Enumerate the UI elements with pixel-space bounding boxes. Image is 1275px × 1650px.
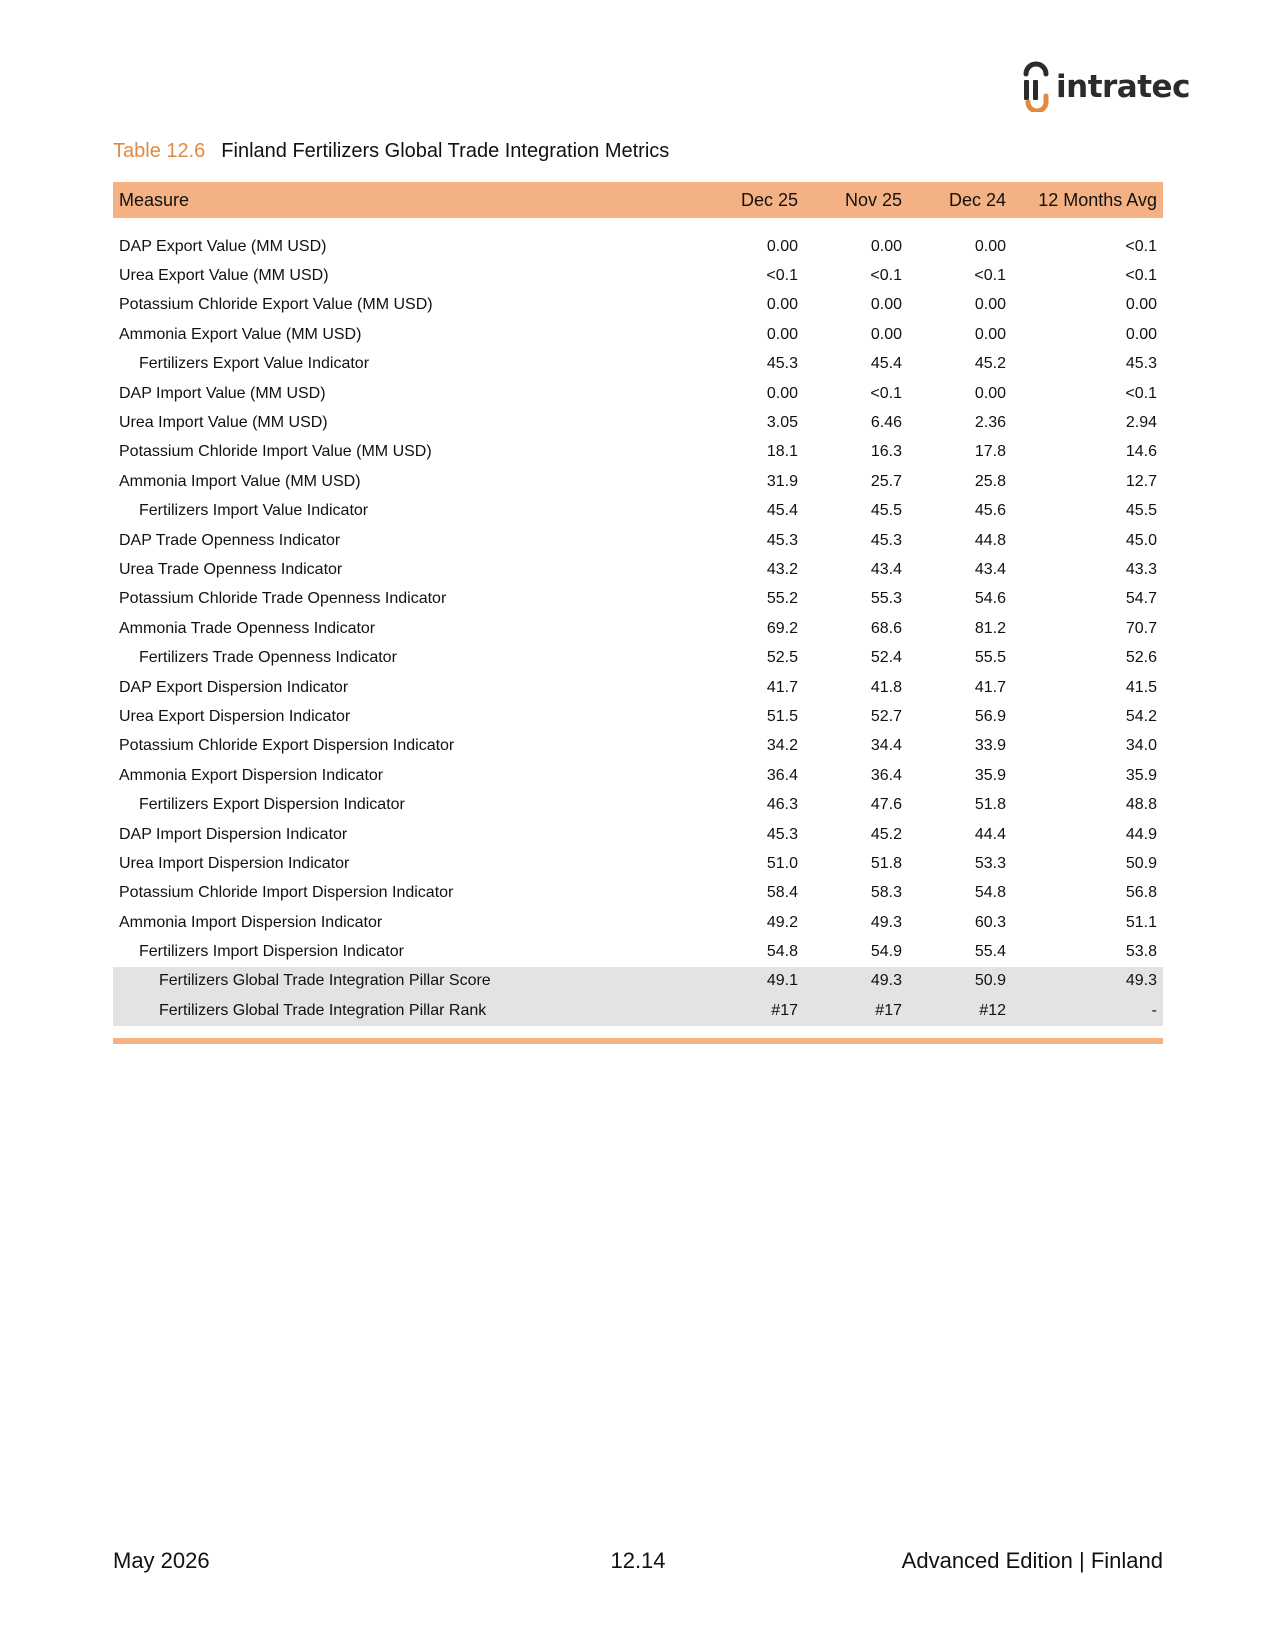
cell-measure: Fertilizers Global Trade Integration Pillar Score [159,972,491,990]
cell-12m-avg: <0.1 [1125,384,1157,402]
cell-dec24: 45.6 [974,502,1006,520]
cell-measure: Ammonia Export Value (MM USD) [119,325,362,343]
cell-measure: Urea Trade Openness Indicator [119,560,343,578]
cell-dec24: 55.4 [974,943,1006,961]
cell-12m-avg: 43.3 [1125,560,1157,578]
cell-dec24: 33.9 [974,737,1006,755]
cell-12m-avg: 45.3 [1125,355,1157,373]
cell-dec25: 55.2 [766,590,798,608]
cell-nov25: 43.4 [870,560,902,578]
cell-measure: Fertilizers Import Value Indicator [139,502,369,520]
cell-nov25: 0.00 [870,296,902,314]
cell-measure: Potassium Chloride Export Value (MM USD) [119,296,433,314]
cell-dec24: 53.3 [974,854,1006,872]
cell-measure: DAP Export Dispersion Indicator [119,678,349,696]
cell-dec25: 0.00 [766,384,798,402]
cell-dec24: 43.4 [974,560,1006,578]
cell-measure: Potassium Chloride Import Value (MM USD) [119,443,432,461]
cell-12m-avg: 45.5 [1125,502,1157,520]
cell-dec24: 81.2 [974,619,1006,637]
cell-12m-avg: 41.5 [1125,678,1157,696]
cell-dec25: 41.7 [766,678,798,696]
table-row [113,937,1163,966]
cell-12m-avg: 50.9 [1125,854,1157,872]
cell-nov25: 45.2 [870,825,902,843]
cell-measure: Ammonia Import Dispersion Indicator [119,913,383,931]
cell-dec25: 69.2 [766,619,798,637]
cell-dec24: 25.8 [974,472,1006,490]
table-row [113,467,1163,496]
cell-measure: Fertilizers Export Dispersion Indicator [139,796,405,814]
cell-dec24: 0.00 [974,296,1006,314]
cell-measure: Urea Import Value (MM USD) [119,414,328,432]
cell-nov25: 55.3 [870,590,902,608]
cell-nov25: 45.4 [870,355,902,373]
metrics-table [113,182,1163,1044]
cell-dec24: 50.9 [974,972,1006,990]
cell-measure: Potassium Chloride Trade Openness Indicator [119,590,447,608]
cell-dec25: 45.3 [766,825,798,843]
cell-nov25: 47.6 [870,796,902,814]
cell-dec24: #12 [979,1001,1006,1019]
cell-nov25: 45.3 [870,531,902,549]
table-title-text: Finland Fertilizers Global Trade Integration Metrics [221,140,670,162]
table-row [113,702,1163,731]
table-row [113,790,1163,819]
cell-dec25: 54.8 [766,943,798,961]
table-row [113,585,1163,614]
table-row [113,761,1163,790]
cell-nov25: 36.4 [870,766,902,784]
cell-12m-avg: - [1151,1001,1157,1019]
cell-12m-avg: 70.7 [1125,619,1157,637]
table-header [113,182,1163,218]
table-row [113,732,1163,761]
column-header-dec24: Dec 24 [948,189,1006,210]
cell-12m-avg: 49.3 [1125,972,1157,990]
cell-12m-avg: 14.6 [1125,443,1157,461]
cell-nov25: <0.1 [870,267,902,285]
cell-12m-avg: 0.00 [1125,296,1157,314]
cell-nov25: 52.7 [870,707,902,725]
table-row [113,614,1163,643]
page-footer [113,1548,1163,1578]
cell-12m-avg: 53.8 [1125,943,1157,961]
cell-measure: DAP Import Dispersion Indicator [119,825,348,843]
cell-nov25: 52.4 [870,649,902,667]
table-row [113,408,1163,437]
intratec-logo [1020,58,1190,114]
cell-dec25: 18.1 [766,443,798,461]
cell-dec24: 56.9 [974,707,1006,725]
cell-dec24: 54.8 [974,884,1006,902]
cell-dec25: 51.5 [766,707,798,725]
intratec-mark-icon [1020,60,1054,112]
cell-nov25: 68.6 [870,619,902,637]
cell-nov25: #17 [875,1001,902,1019]
cell-dec25: 45.4 [766,502,798,520]
cell-measure: Ammonia Export Dispersion Indicator [119,766,384,784]
cell-nov25: 49.3 [870,913,902,931]
cell-dec25: 45.3 [766,531,798,549]
table-row [113,820,1163,849]
cell-measure: Fertilizers Global Trade Integration Pillar Rank [159,1001,487,1019]
cell-dec24: 0.00 [974,384,1006,402]
cell-dec24: 0.00 [974,325,1006,343]
cell-nov25: 41.8 [870,678,902,696]
cell-nov25: <0.1 [870,384,902,402]
cell-dec24: <0.1 [974,267,1006,285]
cell-measure: Ammonia Trade Openness Indicator [119,619,376,637]
cell-dec24: 41.7 [974,678,1006,696]
cell-12m-avg: <0.1 [1125,267,1157,285]
cell-dec24: 0.00 [974,237,1006,255]
cell-12m-avg: 54.7 [1125,590,1157,608]
cell-dec24: 60.3 [974,913,1006,931]
cell-12m-avg: 48.8 [1125,796,1157,814]
cell-nov25: 25.7 [870,472,902,490]
column-header-dec25: Dec 25 [740,189,798,210]
cell-measure: Fertilizers Trade Openness Indicator [139,649,397,667]
column-header-12m-avg: 12 Months Avg [1038,189,1157,210]
table-number: Table 12.6 [113,140,206,162]
cell-dec25: 52.5 [766,649,798,667]
table-bottom-rule [113,1038,1163,1044]
table-row [113,849,1163,878]
table-row [113,350,1163,379]
cell-nov25: 0.00 [870,237,902,255]
cell-dec25: 43.2 [766,560,798,578]
cell-dec25: 58.4 [766,884,798,902]
column-header-nov25: Nov 25 [844,189,902,210]
cell-dec25: 46.3 [766,796,798,814]
table-row [113,555,1163,584]
cell-nov25: 51.8 [870,854,902,872]
table-row [113,908,1163,937]
column-header-measure: Measure [119,189,190,210]
cell-dec25: #17 [771,1001,798,1019]
cell-measure: Fertilizers Import Dispersion Indicator [139,943,404,961]
cell-dec25: 49.1 [766,972,798,990]
cell-12m-avg: 52.6 [1125,649,1157,667]
cell-dec25: 49.2 [766,913,798,931]
footer-edition: Advanced Edition | Finland [901,1548,1163,1573]
cell-dec24: 17.8 [974,443,1006,461]
cell-dec24: 45.2 [974,355,1006,373]
table-row [113,643,1163,672]
table-row [113,379,1163,408]
cell-measure: DAP Export Value (MM USD) [119,237,327,255]
cell-measure: Ammonia Import Value (MM USD) [119,472,361,490]
cell-12m-avg: 2.94 [1125,414,1157,432]
cell-12m-avg: 44.9 [1125,825,1157,843]
cell-12m-avg: 35.9 [1125,766,1157,784]
cell-nov25: 49.3 [870,972,902,990]
cell-nov25: 16.3 [870,443,902,461]
table-row [113,879,1163,908]
cell-dec25: 0.00 [766,237,798,255]
cell-dec25: 36.4 [766,766,798,784]
cell-measure: DAP Trade Openness Indicator [119,531,341,549]
cell-dec25: 45.3 [766,355,798,373]
cell-12m-avg: 45.0 [1125,531,1157,549]
table-row [113,438,1163,467]
cell-dec25: 51.0 [766,854,798,872]
cell-dec24: 44.4 [974,825,1006,843]
cell-dec25: 3.05 [766,414,798,432]
table-row [113,996,1163,1025]
cell-dec24: 55.5 [974,649,1006,667]
cell-dec25: 0.00 [766,296,798,314]
cell-nov25: 45.5 [870,502,902,520]
table-row [113,967,1163,996]
table-body [113,218,1163,1026]
cell-measure: Urea Export Dispersion Indicator [119,707,351,725]
cell-dec25: 34.2 [766,737,798,755]
table-row [113,291,1163,320]
cell-dec24: 54.6 [974,590,1006,608]
table-row [113,497,1163,526]
table-row [113,526,1163,555]
cell-measure: DAP Import Value (MM USD) [119,384,326,402]
cell-nov25: 0.00 [870,325,902,343]
cell-12m-avg: 51.1 [1125,913,1157,931]
cell-nov25: 54.9 [870,943,902,961]
cell-12m-avg: 56.8 [1125,884,1157,902]
cell-nov25: 34.4 [870,737,902,755]
cell-measure: Potassium Chloride Import Dispersion Indicator [119,884,454,902]
cell-measure: Fertilizers Export Value Indicator [139,355,370,373]
table-row [113,320,1163,349]
cell-dec25: 0.00 [766,325,798,343]
cell-12m-avg: 0.00 [1125,325,1157,343]
table-title [113,140,669,163]
cell-12m-avg: 34.0 [1125,737,1157,755]
cell-measure: Potassium Chloride Export Dispersion Indicator [119,737,455,755]
logo-wordmark: intratec [1056,69,1190,105]
cell-dec25: <0.1 [766,267,798,285]
table-row [113,232,1163,261]
cell-dec24: 2.36 [974,414,1006,432]
cell-nov25: 6.46 [870,414,902,432]
table-row [113,673,1163,702]
cell-measure: Urea Import Dispersion Indicator [119,854,350,872]
cell-12m-avg: <0.1 [1125,237,1157,255]
cell-nov25: 58.3 [870,884,902,902]
cell-12m-avg: 54.2 [1125,707,1157,725]
cell-dec24: 44.8 [974,531,1006,549]
footer-page-number: 12.14 [610,1548,666,1573]
cell-12m-avg: 12.7 [1125,472,1157,490]
cell-measure: Urea Export Value (MM USD) [119,267,329,285]
cell-dec24: 51.8 [974,796,1006,814]
table-row [113,261,1163,290]
footer-date: May 2026 [113,1548,210,1573]
cell-dec25: 31.9 [766,472,798,490]
cell-dec24: 35.9 [974,766,1006,784]
